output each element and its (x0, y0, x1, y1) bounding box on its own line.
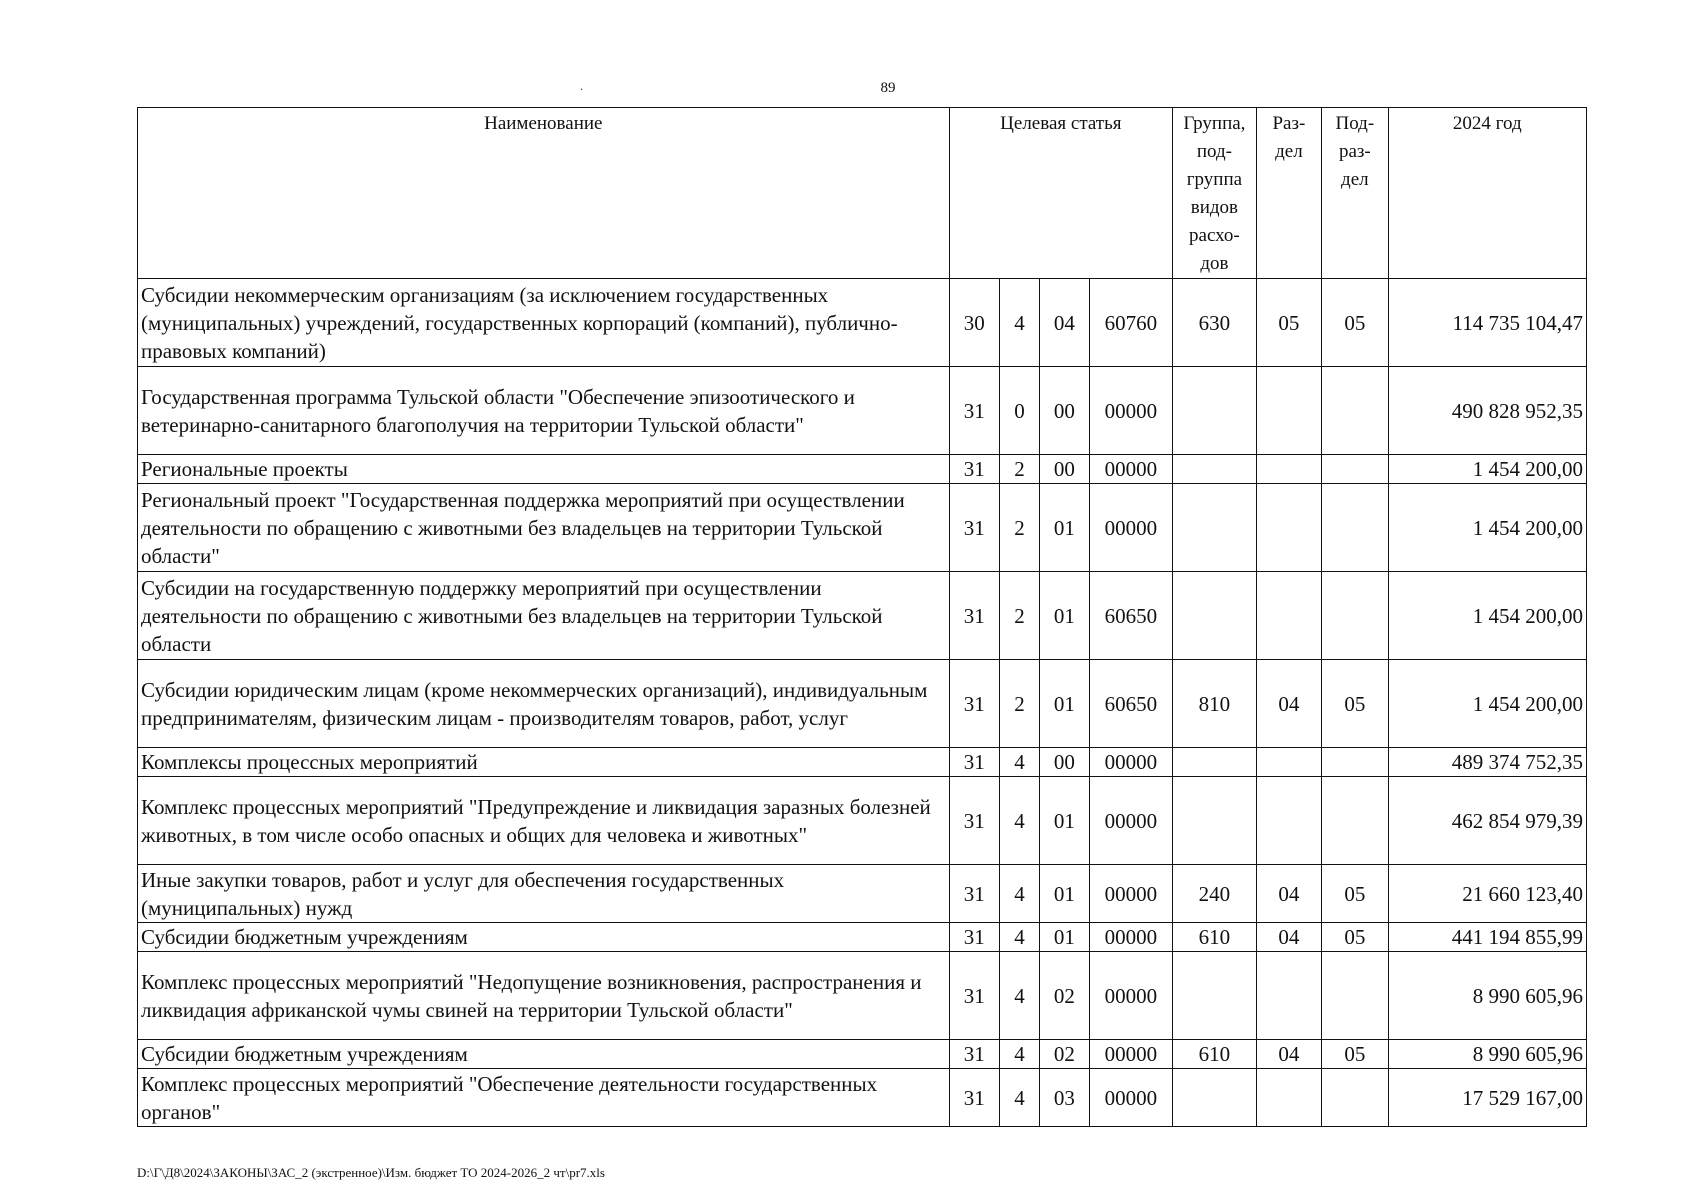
scan-dot: . (580, 82, 584, 93)
row-section (1256, 777, 1321, 865)
row-name: Иные закупки товаров, работ и услуг для обеспечения государственных (муниципальных) нужд (138, 865, 950, 923)
header-expense-group: Группа, под- группа видов расхо- дов (1173, 108, 1257, 279)
row-target-code-3: 01 (1040, 572, 1089, 660)
row-target-code-4: 60760 (1089, 279, 1173, 367)
row-expense-group (1173, 952, 1257, 1040)
row-target-code-3: 00 (1040, 455, 1089, 484)
row-amount: 1 454 200,00 (1388, 455, 1586, 484)
table-row (138, 748, 1587, 777)
row-target-code-1: 31 (949, 484, 999, 572)
row-amount: 1 454 200,00 (1388, 660, 1586, 748)
row-target-code-3: 02 (1040, 1040, 1089, 1069)
row-target-code-1: 30 (949, 279, 999, 367)
row-expense-group (1173, 1069, 1257, 1127)
row-subsection (1322, 952, 1388, 1040)
row-target-code-1: 31 (949, 1069, 999, 1127)
row-section: 04 (1256, 865, 1321, 923)
table-row (138, 865, 1587, 923)
row-name: Комплексы процессных мероприятий (138, 748, 950, 777)
row-target-code-1: 31 (949, 1040, 999, 1069)
row-subsection (1322, 1069, 1388, 1127)
table-row (138, 952, 1587, 1040)
row-expense-group (1173, 455, 1257, 484)
row-target-code-3: 01 (1040, 777, 1089, 865)
row-target-code-3: 04 (1040, 279, 1089, 367)
budget-table (137, 107, 1587, 1127)
row-section: 04 (1256, 923, 1321, 952)
row-name: Комплекс процессных мероприятий "Недопущение возникновения, распространения и ликвидация африканской чумы свиней на территории Тульской области" (138, 952, 950, 1040)
row-subsection: 05 (1322, 660, 1388, 748)
row-section: 04 (1256, 1040, 1321, 1069)
row-target-code-3: 01 (1040, 660, 1089, 748)
row-expense-group (1173, 748, 1257, 777)
row-target-code-4: 00000 (1089, 367, 1173, 455)
row-section (1256, 572, 1321, 660)
row-amount: 489 374 752,35 (1388, 748, 1586, 777)
row-target-code-1: 31 (949, 660, 999, 748)
row-target-code-2: 4 (999, 748, 1039, 777)
footer-file-path: D:\Г\Д8\2024\ЗАКОНЫ\ЗАС_2 (экстренное)\Изм. бюджет ТО 2024-2026_2 чт\pr7.xls (137, 1165, 605, 1180)
row-target-code-4: 00000 (1089, 484, 1173, 572)
header-name: Наименование (138, 108, 950, 279)
row-amount: 8 990 605,96 (1388, 1040, 1586, 1069)
row-target-code-4: 00000 (1089, 952, 1173, 1040)
row-target-code-3: 01 (1040, 484, 1089, 572)
row-target-code-1: 31 (949, 367, 999, 455)
row-target-code-2: 2 (999, 572, 1039, 660)
row-subsection (1322, 572, 1388, 660)
row-name: Субсидии некоммерческим организациям (за исключением государственных (муниципальных) учреждений, государственных корпораций (компаний), публично-правовых компаний) (138, 279, 950, 367)
row-amount: 8 990 605,96 (1388, 952, 1586, 1040)
row-expense-group (1173, 572, 1257, 660)
row-name: Региональные проекты (138, 455, 950, 484)
row-target-code-3: 01 (1040, 865, 1089, 923)
page-number: 89 (880, 80, 896, 96)
table-row (138, 455, 1587, 484)
row-amount: 17 529 167,00 (1388, 1069, 1586, 1127)
row-expense-group: 810 (1173, 660, 1257, 748)
row-target-code-2: 4 (999, 952, 1039, 1040)
row-section (1256, 455, 1321, 484)
row-amount: 490 828 952,35 (1388, 367, 1586, 455)
row-subsection (1322, 748, 1388, 777)
row-section (1256, 748, 1321, 777)
table-row (138, 660, 1587, 748)
row-subsection (1322, 455, 1388, 484)
row-amount: 21 660 123,40 (1388, 865, 1586, 923)
row-section: 04 (1256, 660, 1321, 748)
row-expense-group (1173, 484, 1257, 572)
table-row (138, 1069, 1587, 1127)
row-section (1256, 1069, 1321, 1127)
row-name: Комплекс процессных мероприятий "Обеспечение деятельности государственных органов" (138, 1069, 950, 1127)
row-amount: 462 854 979,39 (1388, 777, 1586, 865)
row-target-code-2: 2 (999, 484, 1039, 572)
row-subsection (1322, 777, 1388, 865)
row-expense-group (1173, 777, 1257, 865)
row-subsection (1322, 484, 1388, 572)
row-target-code-2: 2 (999, 660, 1039, 748)
row-name: Субсидии бюджетным учреждениям (138, 1040, 950, 1069)
row-target-code-2: 4 (999, 923, 1039, 952)
row-target-code-1: 31 (949, 455, 999, 484)
row-amount: 114 735 104,47 (1388, 279, 1586, 367)
row-target-code-4: 00000 (1089, 777, 1173, 865)
row-name: Государственная программа Тульской области "Обеспечение эпизоотического и ветеринарно-санитарного благополучия на территории Тульской области" (138, 367, 950, 455)
header-year: 2024 год (1388, 108, 1586, 279)
row-name: Комплекс процессных мероприятий "Предупреждение и ликвидация заразных болезней животных, в том числе особо опасных и общих для человека и животных" (138, 777, 950, 865)
row-target-code-3: 00 (1040, 367, 1089, 455)
row-expense-group: 240 (1173, 865, 1257, 923)
row-name: Субсидии бюджетным учреждениям (138, 923, 950, 952)
row-target-code-4: 00000 (1089, 865, 1173, 923)
row-target-code-2: 4 (999, 1040, 1039, 1069)
row-section: 05 (1256, 279, 1321, 367)
table-row (138, 279, 1587, 367)
row-target-code-1: 31 (949, 865, 999, 923)
row-target-code-3: 03 (1040, 1069, 1089, 1127)
row-target-code-1: 31 (949, 748, 999, 777)
row-amount: 1 454 200,00 (1388, 572, 1586, 660)
row-subsection: 05 (1322, 279, 1388, 367)
header-section: Раз- дел (1256, 108, 1321, 279)
row-target-code-1: 31 (949, 923, 999, 952)
row-amount: 1 454 200,00 (1388, 484, 1586, 572)
row-target-code-4: 00000 (1089, 1040, 1173, 1069)
row-target-code-4: 00000 (1089, 748, 1173, 777)
row-target-code-3: 02 (1040, 952, 1089, 1040)
row-subsection: 05 (1322, 923, 1388, 952)
row-target-code-2: 4 (999, 865, 1039, 923)
row-target-code-3: 00 (1040, 748, 1089, 777)
table-row (138, 484, 1587, 572)
header-target-article: Целевая статья (949, 108, 1173, 279)
row-subsection (1322, 367, 1388, 455)
table-row (138, 923, 1587, 952)
row-subsection: 05 (1322, 865, 1388, 923)
row-target-code-3: 01 (1040, 923, 1089, 952)
header-subsection: Под- раз- дел (1322, 108, 1388, 279)
row-target-code-4: 00000 (1089, 455, 1173, 484)
row-target-code-4: 00000 (1089, 923, 1173, 952)
row-section (1256, 484, 1321, 572)
row-target-code-2: 4 (999, 279, 1039, 367)
row-target-code-4: 60650 (1089, 660, 1173, 748)
row-target-code-4: 00000 (1089, 1069, 1173, 1127)
table-row (138, 1040, 1587, 1069)
row-target-code-1: 31 (949, 572, 999, 660)
table-row (138, 777, 1587, 865)
row-name: Субсидии юридическим лицам (кроме некоммерческих организаций), индивидуальным предпринимателям, физическим лицам - производителям товаров, работ, услуг (138, 660, 950, 748)
table-row (138, 367, 1587, 455)
row-expense-group: 610 (1173, 1040, 1257, 1069)
row-expense-group: 610 (1173, 923, 1257, 952)
row-target-code-2: 4 (999, 1069, 1039, 1127)
row-expense-group (1173, 367, 1257, 455)
row-target-code-4: 60650 (1089, 572, 1173, 660)
row-name: Субсидии на государственную поддержку мероприятий при осуществлении деятельности по обращению с животными без владельцев на территории Тульской области (138, 572, 950, 660)
row-amount: 441 194 855,99 (1388, 923, 1586, 952)
row-section (1256, 952, 1321, 1040)
row-subsection: 05 (1322, 1040, 1388, 1069)
row-expense-group: 630 (1173, 279, 1257, 367)
row-target-code-1: 31 (949, 777, 999, 865)
row-target-code-2: 2 (999, 455, 1039, 484)
header-row (138, 108, 1587, 279)
row-target-code-1: 31 (949, 952, 999, 1040)
row-section (1256, 367, 1321, 455)
row-name: Региональный проект "Государственная поддержка мероприятий при осуществлении деятельности по обращению с животными без владельцев на территории Тульской области" (138, 484, 950, 572)
row-target-code-2: 4 (999, 777, 1039, 865)
table-row (138, 572, 1587, 660)
row-target-code-2: 0 (999, 367, 1039, 455)
